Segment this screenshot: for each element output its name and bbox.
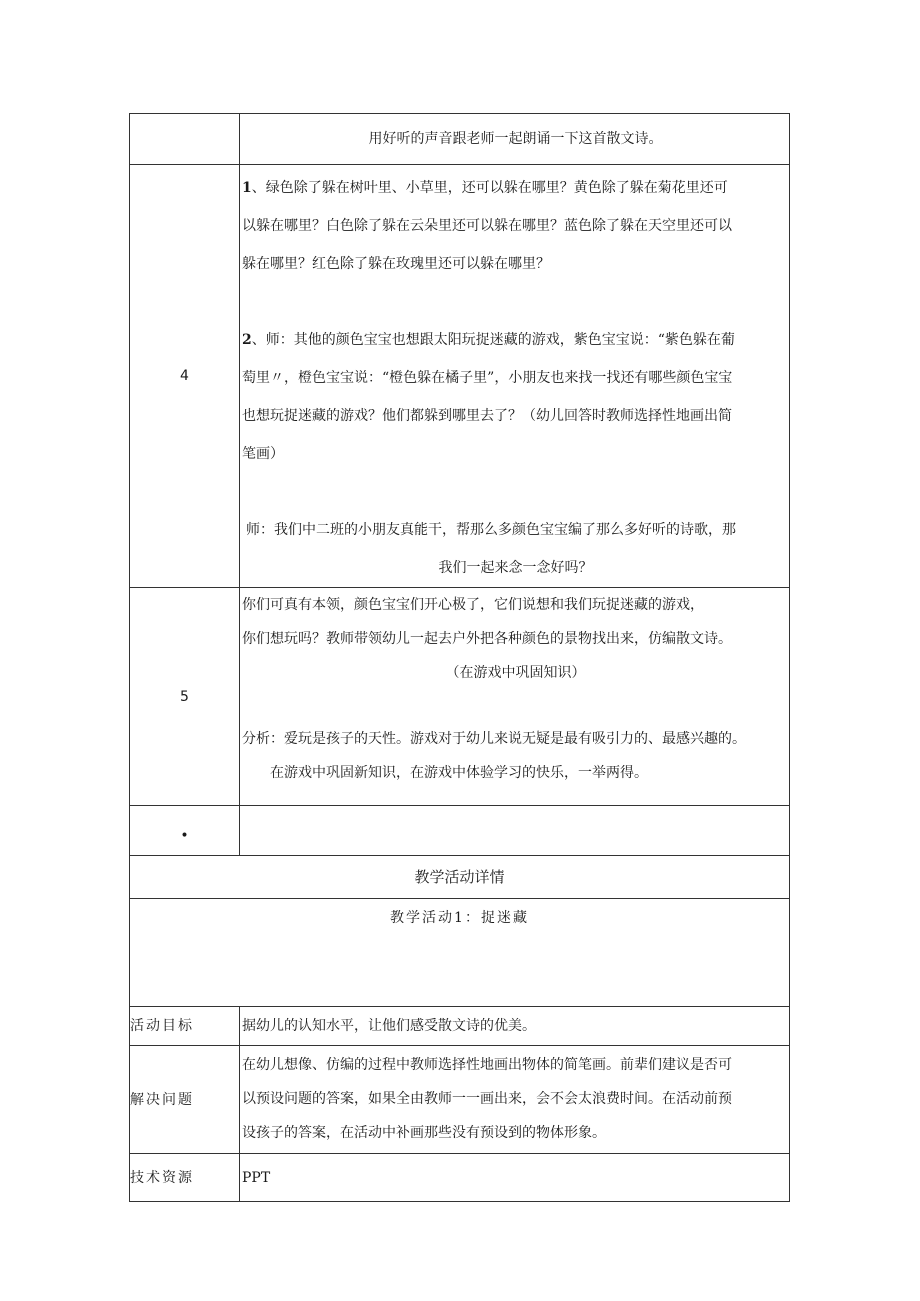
goal-label: 活动目标 xyxy=(130,1007,240,1046)
row-number: 5 xyxy=(130,588,240,806)
paragraph-1-line: 躲在哪里？红色除了躲在玫瑰里还可以躲在哪里？ xyxy=(242,256,550,272)
table-row xyxy=(130,588,790,806)
teacher-line: 我们一起来念一念好吗？ xyxy=(438,560,593,576)
table-row xyxy=(130,114,790,165)
row-number-empty xyxy=(130,114,240,165)
table-row xyxy=(130,165,790,588)
item-number: 2 xyxy=(242,332,252,348)
lesson-table xyxy=(129,113,790,1202)
content-cell xyxy=(240,165,790,588)
activity-title: 教学活动1：捉迷藏 xyxy=(130,899,790,1007)
resource-label: 技术资源 xyxy=(130,1154,240,1202)
teacher-line: 师：我们中二班的小朋友真能干，帮那么多颜色宝宝编了那么多好听的诗歌，那 xyxy=(246,522,736,538)
content-cell xyxy=(240,114,790,165)
read-aloud-text: 用好听的声音跟老师一起朗诵一下这首散文诗。 xyxy=(368,131,663,147)
paragraph-2-line: 笔画） xyxy=(242,446,284,462)
paragraph-1-line: 以躲在哪里？白色除了躲在云朵里还可以躲在哪里？蓝色除了躲在天空里还可以 xyxy=(242,218,732,234)
table-row xyxy=(130,899,790,1007)
paragraph-2-line: 2、师：其他的颜色宝宝也想跟太阳玩捉迷藏的游戏，紫色宝宝说：“紫色躲在葡 xyxy=(242,332,735,348)
problem-line: 以预设问题的答案，如果全由教师一一画出来，会不会太浪费时间。在活动前预 xyxy=(242,1091,732,1107)
row-number: 4 xyxy=(130,165,240,588)
problem-label: 解决问题 xyxy=(130,1046,240,1154)
content-cell-empty xyxy=(240,806,790,856)
resource-text: PPT xyxy=(240,1154,790,1202)
paragraph-1-line: 1、绿色除了躲在树叶里、小草里，还可以躲在哪里？黄色除了躲在菊花里还可 xyxy=(242,180,728,196)
game-line: 你们想玩吗？教师带领幼儿一起去户外把各种颜色的景物找出来，仿编散文诗。 xyxy=(242,631,732,647)
table-row xyxy=(130,1046,790,1154)
goal-text: 据幼儿的认知水平，让他们感受散文诗的优美。 xyxy=(240,1007,790,1046)
item-number: 1 xyxy=(242,180,252,196)
bullet-marker: • xyxy=(130,806,240,856)
problem-line: 在幼儿想像、仿编的过程中教师选择性地画出物体的简笔画。前辈们建议是否可 xyxy=(242,1057,732,1073)
game-line: 你们可真有本领，颜色宝宝们开心极了，它们说想和我们玩捉迷藏的游戏， xyxy=(242,597,704,613)
section-title: 教学活动详情 xyxy=(130,856,790,899)
table-row xyxy=(130,1007,790,1046)
analysis-line: 在游戏中巩固新知识，在游戏中体验学习的快乐，一举两得。 xyxy=(270,765,648,781)
problem-line: 设孩子的答案，在活动中补画那些没有预设到的物体形象。 xyxy=(242,1125,606,1141)
paragraph-2-line: 也想玩捉迷藏的游戏？他们都躲到哪里去了？（幼儿回答时教师选择性地画出简 xyxy=(242,408,732,424)
game-line: （在游戏中巩固知识） xyxy=(445,665,586,681)
paragraph-2-line: 萄里〃，橙色宝宝说：“橙色躲在橘子里”，小朋友也来找一找还有哪些颜色宝宝 xyxy=(242,370,733,386)
problem-cell xyxy=(240,1046,790,1154)
content-cell xyxy=(240,588,790,806)
analysis-line: 分析：爱玩是孩子的天性。游戏对于幼儿来说无疑是最有吸引力的、最感兴趣的。 xyxy=(242,731,746,747)
table-row xyxy=(130,1154,790,1202)
table-row xyxy=(130,806,790,856)
table-row xyxy=(130,856,790,899)
